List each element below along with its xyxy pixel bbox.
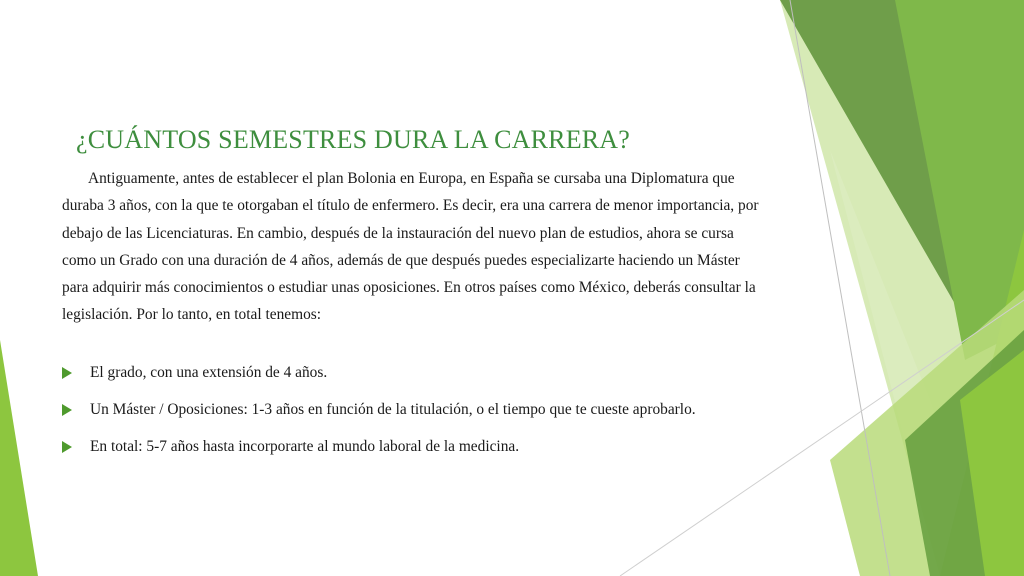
list-item-text: En total: 5-7 años hasta incorporarte al mundo laboral de la medicina. <box>90 438 520 455</box>
list-item-text: Un Máster / Oposiciones: 1-3 años en función de la titulación, o el tiempo que te cueste aprobarlo. <box>90 401 696 418</box>
list-item <box>62 436 802 458</box>
list-item <box>62 362 802 384</box>
left-green-sliver <box>0 340 38 576</box>
body-paragraph: Antiguamente, antes de establecer el plan Bolonia en Europa, en España se cursaba una Diplomatura que duraba 3 años, con la que te otorgaban el título de enfermero. Es decir, era una carrera de menor importancia, por debajo de las Licenciaturas. En cambio, después de la instauración del nuevo plan de estudios, ahora se cursa como un Grado con una duración de 4 años, además de que después puedes especializarte haciendo un Máster para adquirir más conocimientos o estudiar unas oposiciones. En otros países como México, deberás consultar la legislación. Por lo tanto, en total tenemos: <box>62 170 759 324</box>
triangle-bullet-icon <box>62 404 72 416</box>
triangle-bullet-icon <box>62 367 72 379</box>
list-item <box>62 399 802 421</box>
bullet-list <box>62 362 802 473</box>
slide-title: ¿CUÁNTOS SEMESTRES DURA LA CARRERA? <box>76 125 631 155</box>
list-item-text: El grado, con una extensión de 4 años. <box>90 364 328 381</box>
triangle-bullet-icon <box>62 441 72 453</box>
